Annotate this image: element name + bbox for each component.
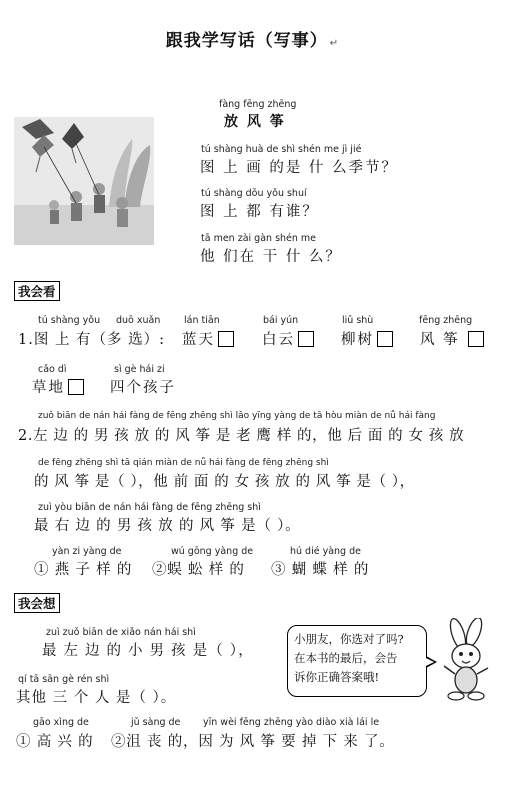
item2-line-1: 2.左 边 的 男 孩 放 的 风 筝 是 老 鹰 样 的，他 后 面 的 女 孩 放 [18,428,465,444]
checkbox-willow[interactable] [377,331,393,347]
item1-pinyin-3: lán tiān [184,315,220,326]
item2-line-3: 最 右 边 的 男 孩 放 的 风 筝 是（ ）。 [34,518,301,534]
lesson-title: 放 风 筝 [224,114,286,130]
q3-pinyin: tā men zài gàn shén me [201,233,317,244]
option-willow[interactable]: 柳树 [341,328,393,349]
q1-pinyin: tú shàng huà de shì shén me jì jié [201,144,362,155]
item1-pinyin-2: duō xuǎn [116,315,161,326]
item3-pinyin-2: qí tā sān gè rén shì [18,674,110,685]
item2-pinyin-2: de fēng zhēng shì tā qián miàn de nǚ hái fàng de fēng zhēng shì [38,458,329,468]
item3-opt2-reason-pinyin: yīn wèi fēng zhēng yào diào xià lái le [203,717,380,728]
item2-pinyin-1: zuǒ biān de nán hái fàng de fēng zhēng shì lǎo yīng yàng de tā hòu miàn de nǚ hái fàng [38,411,436,421]
option-happy[interactable]: ① 高 兴 的 [16,734,94,750]
item1-pinyin-6: fēng zhēng [419,315,473,326]
checkbox-grass[interactable] [68,379,84,395]
item3-line-2: 其他 三 个 人 是（ ）。 [16,690,177,706]
item2-pinyin-3: zuì yòu biān de nán hái fàng de fēng zhēng shì [38,502,261,513]
option-butterfly-kite[interactable]: ③ 蝴 蝶 样 的 [271,562,370,578]
item3-line-1: 最 左 边 的 小 男 孩 是（ ）， [42,643,254,659]
item1-pinyin-4: bái yún [263,315,299,326]
kite-children-illustration-icon [14,117,154,245]
hint-speech-bubble [287,625,427,697]
item3-pinyin-1: zuì zuǒ biān de xiǎo nán hái shì [46,627,196,638]
item3-opt2-pinyin: jǔ sàng de [131,717,181,728]
q1-text: 图 上 画 的是 什 么季节？ [200,160,399,176]
item2-opt1-pinyin: yàn zi yàng de [52,546,122,557]
page-title: 跟我学写话（写事） ↵ [165,31,340,51]
q3-text: 他 们在 干 什 么？ [200,249,342,265]
bubble-line-1: 小朋友，你选对了吗? [294,632,404,646]
option-centipede-kite[interactable]: ②蜈 蚣 样 的 [152,562,245,578]
item1-question: 1.图 上 有（多 选）: [18,332,166,348]
item1-pinyin-1: tú shàng yǒu [38,315,101,326]
option-kite[interactable]: 风 筝 [420,328,484,349]
checkbox-blue-sky[interactable] [218,331,234,347]
item2-opt2-pinyin: wú gōng yàng de [171,546,254,557]
return-mark-icon: ↵ [329,38,340,49]
item2-opt3-pinyin: hú dié yàng de [290,546,361,557]
item1-pinyin-grass: cǎo dì [38,364,67,375]
option-blue-sky[interactable]: 蓝天 [182,328,234,349]
section-label-think: 我会想 [14,593,60,613]
option-frustrated[interactable]: ②沮 丧 的，因 为 风 筝 要 掉 下 来 了。 [111,734,395,750]
q2-text: 图 上 都 有谁？ [200,204,319,220]
option-four-children[interactable]: 四个孩子 [110,380,176,396]
title-pinyin: fàng fēng zhēng [219,99,297,110]
bubble-line-3: 诉你正确答案哦! [294,670,380,684]
option-white-cloud[interactable]: 白云 [262,328,314,349]
rabbit-mascot-icon [436,618,496,702]
option-grass[interactable]: 草地 [32,376,84,397]
item1-pinyin-5: liǔ shù [342,315,374,326]
item2-line-2: 的 风 筝 是（ ），他 前 面 的 女 孩 放 的 风 筝 是（ ）， [34,474,415,490]
q2-pinyin: tú shàng dōu yǒu shuí [201,188,307,199]
bubble-line-2: 在本书的最后，会告 [294,651,398,665]
option-swallow-kite[interactable]: ① 燕 子 样 的 [34,562,133,578]
item1-pinyin-children: sì gè hái zi [114,364,165,375]
item3-opt1-pinyin: gāo xìng de [33,717,89,728]
section-label-look: 我会看 [14,281,60,301]
checkbox-white-cloud[interactable] [298,331,314,347]
checkbox-kite[interactable] [468,331,484,347]
